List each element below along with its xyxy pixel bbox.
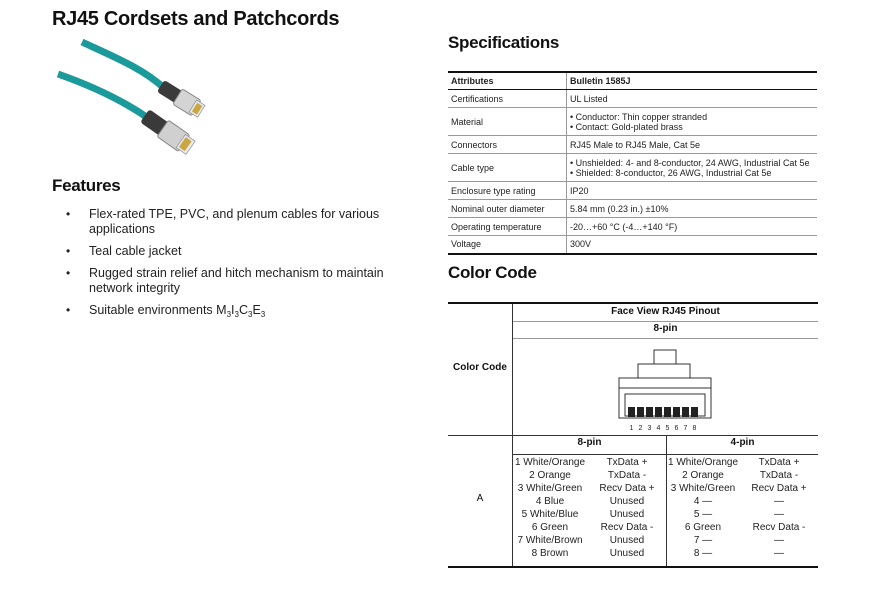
table-row: Connectors RJ45 Male to RJ45 Male, Cat 5e bbox=[448, 136, 817, 154]
features-heading: Features bbox=[52, 176, 121, 195]
table-row: Voltage 300V bbox=[448, 236, 817, 254]
list-item: • Rugged strain relief and hitch mechanism to maintain network integrity bbox=[66, 266, 396, 296]
color-code-label: Color Code bbox=[453, 362, 507, 373]
specifications-heading: Specifications bbox=[448, 33, 560, 52]
list-item: • Teal cable jacket bbox=[66, 244, 396, 259]
face-view-title: Face View RJ45 Pinout bbox=[513, 306, 818, 322]
table-row: Certifications UL Listed bbox=[448, 90, 817, 108]
specifications-table bbox=[448, 71, 817, 255]
col-8-pin-header: 8-pin bbox=[577, 437, 602, 448]
pin-number: 8 bbox=[692, 425, 697, 432]
face-view-sub: 8-pin bbox=[513, 323, 818, 339]
pins-8-signal: TxData + TxData - Recv Data + Unused Unused Recv Data - Unused Unused bbox=[599, 457, 655, 559]
pins-4-color: 1 White/Orange 2 Orange 3 White/Green 4 — 5 — 6 Green 7 — 8 — bbox=[668, 457, 739, 559]
table-header: Attributes bbox=[448, 72, 567, 90]
table-row: Enclosure type rating IP20 bbox=[448, 182, 817, 200]
pin-number: 2 bbox=[638, 425, 643, 432]
pin-number: 6 bbox=[674, 425, 679, 432]
pin-number: 4 bbox=[656, 425, 661, 432]
color-code-table bbox=[448, 302, 818, 568]
table-header: Bulletin 1585J bbox=[567, 72, 818, 90]
pin-number: 7 bbox=[683, 425, 688, 432]
pins-4-signal: TxData + TxData - Recv Data + — — Recv Data - — — bbox=[751, 457, 807, 559]
table-row: Cable type • Unshielded: 4- and 8-conductor, 24 AWG, Industrial Cat 5e • Shielded: 8-conductor, 26 AWG, Industrial Cat 5e bbox=[448, 154, 817, 182]
page-title: RJ45 Cordsets and Patchcords bbox=[52, 8, 340, 30]
row-label: A bbox=[476, 493, 484, 504]
list-item: • Flex-rated TPE, PVC, and plenum cables for various applications bbox=[66, 207, 396, 237]
color-code-heading: Color Code bbox=[448, 263, 537, 282]
env-prefix: Suitable environments bbox=[89, 303, 217, 317]
table-row: Material • Conductor: Thin copper stranded • Contact: Gold-plated brass bbox=[448, 108, 817, 136]
cable-image bbox=[52, 38, 222, 173]
rj45-jack-diagram bbox=[616, 348, 716, 436]
features-list bbox=[66, 207, 396, 329]
table-row: Nominal outer diameter 5.84 mm (0.23 in.) ±10% bbox=[448, 200, 817, 218]
pins-8-color: 1 White/Orange 2 Orange 3 White/Green 4 Blue 5 White/Blue 6 Green 7 White/Brown 8 Brown bbox=[514, 457, 586, 559]
pin-number: 5 bbox=[665, 425, 670, 432]
pin-number: 1 bbox=[629, 425, 634, 432]
pin-number: 3 bbox=[647, 425, 652, 432]
table-row: Operating temperature -20…+60 °C (-4…+140 °F) bbox=[448, 218, 817, 236]
list-item: • Suitable environments $M_3I_3C_3E_3$ bbox=[66, 303, 396, 322]
col-4-pin-header: 4-pin bbox=[730, 437, 755, 448]
